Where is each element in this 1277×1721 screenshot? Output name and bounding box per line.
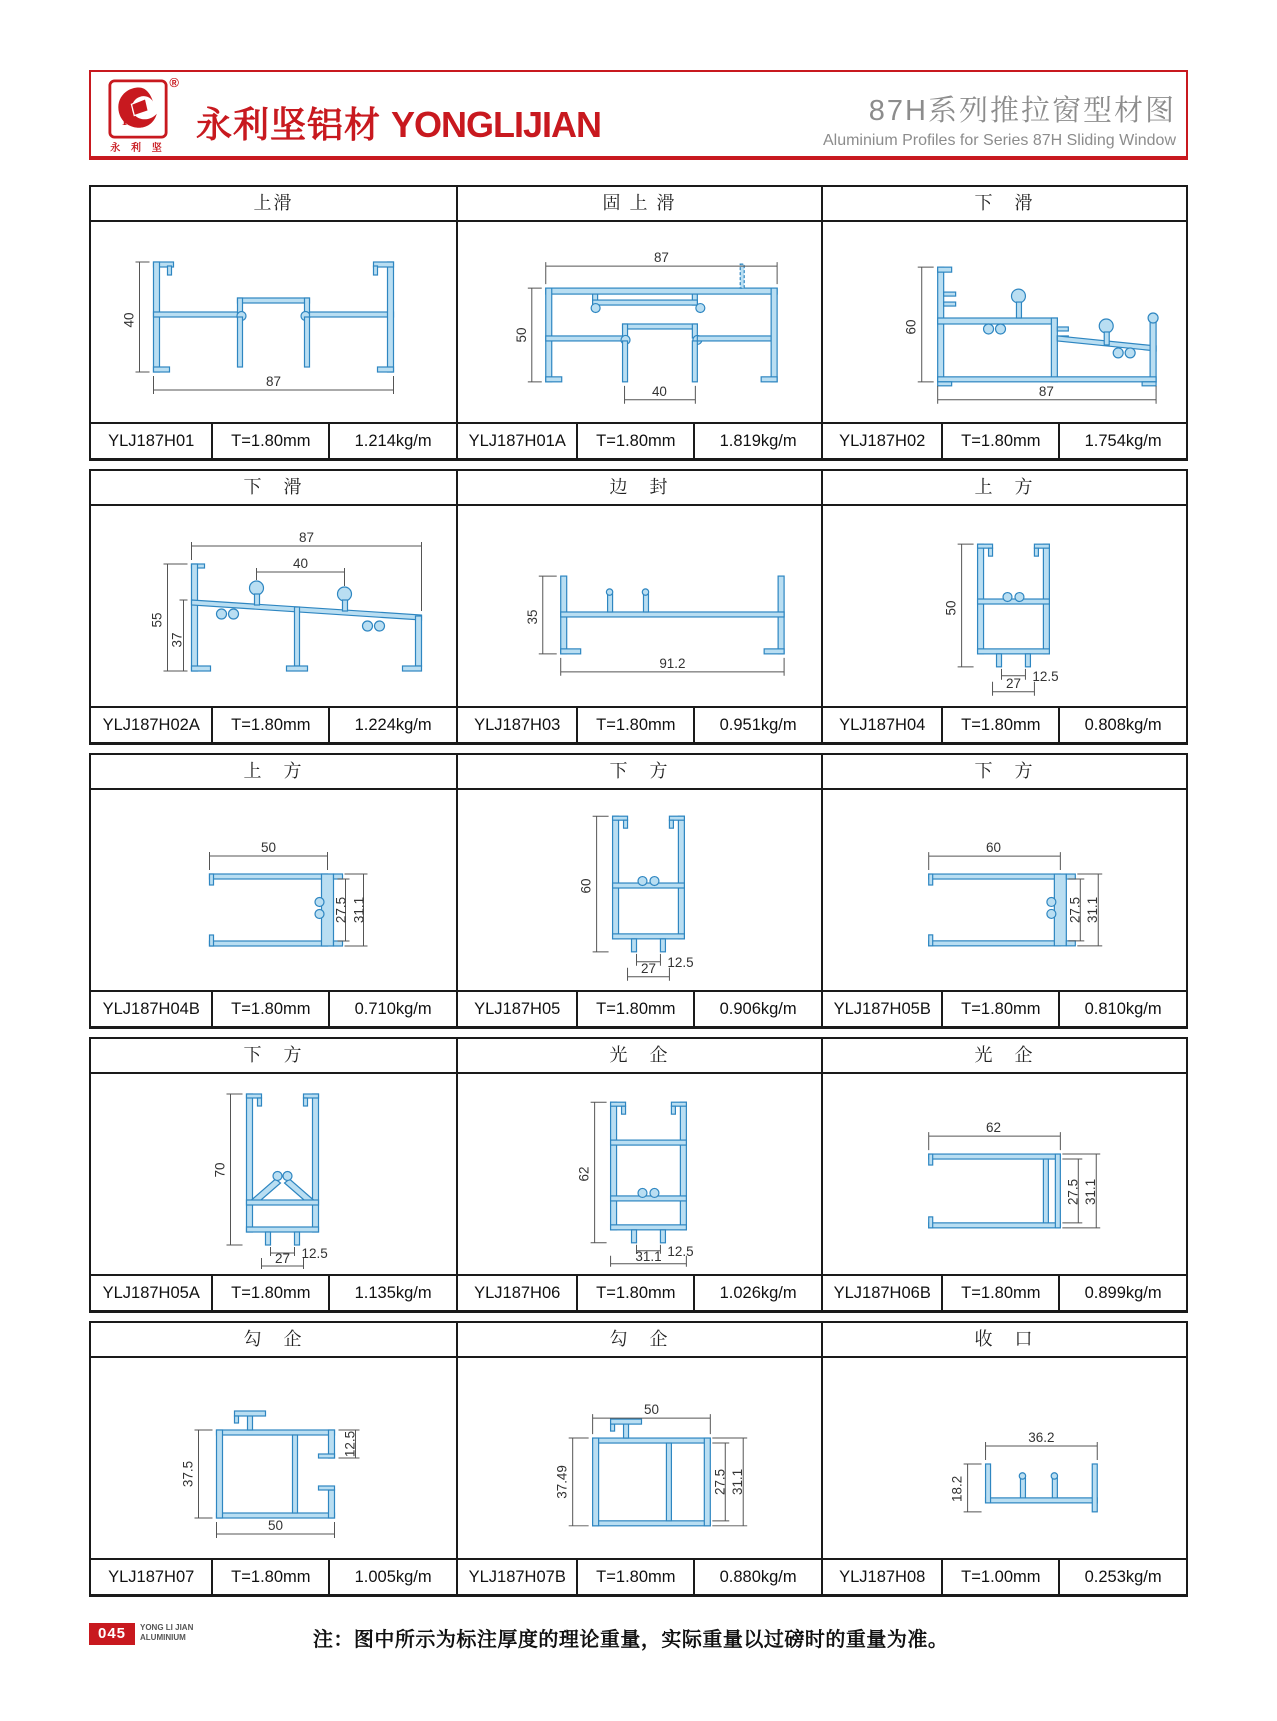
- profile-title: 下 方: [821, 755, 1186, 788]
- dimension-lines: [555, 1402, 748, 1526]
- profile-shape: [210, 874, 343, 946]
- svg-text:50: 50: [943, 600, 959, 616]
- svg-text:37.49: 37.49: [554, 1465, 570, 1499]
- profile-title: 勾 企: [456, 1323, 821, 1356]
- profile-drawing-cell: [456, 222, 821, 422]
- thickness-cell: T=1.80mm: [211, 424, 328, 458]
- thickness-cell: T=1.80mm: [576, 1560, 693, 1594]
- model-cell: YLJ187H05: [456, 992, 576, 1026]
- dimension-lines: [944, 544, 1059, 696]
- svg-text:70: 70: [212, 1162, 228, 1178]
- model-cell: YLJ187H04B: [102, 1000, 200, 1018]
- svg-text:31.1: 31.1: [730, 1468, 746, 1496]
- profile-drawing-cell: [456, 790, 821, 990]
- profile-shape: [546, 264, 777, 382]
- profile-shape: [192, 564, 422, 671]
- weight-cell: 0.899kg/m: [1058, 1276, 1186, 1310]
- profile-drawing-YLJ187H04B: [91, 790, 456, 990]
- profile-drawing-cell: [456, 1358, 821, 1558]
- profile-shape: [978, 544, 1050, 667]
- model-cell: YLJ187H07: [108, 1568, 195, 1586]
- profile-shape: [986, 1464, 1098, 1512]
- dimension-lines: [122, 262, 394, 394]
- profile-shape: [217, 1411, 335, 1518]
- weight-cell: 1.005kg/m: [328, 1560, 456, 1594]
- thickness-cell: T=1.80mm: [576, 1276, 693, 1310]
- svg-text:35: 35: [524, 609, 540, 625]
- thickness-cell: T=1.80mm: [941, 424, 1058, 458]
- weight-cell: 0.906kg/m: [693, 992, 821, 1026]
- model-cell: YLJ187H01: [108, 432, 195, 450]
- profile-shape: [611, 1102, 687, 1243]
- profile-shape: [929, 874, 1076, 946]
- svg-text:27.5: 27.5: [712, 1468, 728, 1496]
- thickness-cell: T=1.80mm: [576, 424, 693, 458]
- profile-drawing-cell: [821, 790, 1186, 990]
- dimension-lines: [150, 530, 422, 671]
- model-cell: YLJ187H04: [821, 708, 941, 742]
- svg-text:Y.: Y.: [120, 113, 131, 128]
- svg-text:31.1: 31.1: [1083, 1178, 1099, 1206]
- dimension-lines: [210, 840, 368, 946]
- svg-text:87: 87: [298, 530, 315, 545]
- profile-shape: [247, 1094, 319, 1245]
- brand-logo: [105, 75, 179, 154]
- profile-drawing-cell: [91, 1358, 456, 1558]
- profile-drawing-YLJ187H03: [458, 506, 821, 706]
- thickness-cell: T=1.00mm: [941, 1560, 1058, 1594]
- thickness-cell: T=1.80mm: [941, 992, 1058, 1026]
- brand-name: [196, 97, 601, 156]
- dimension-lines: [929, 840, 1103, 946]
- profile-table: [89, 185, 1188, 1597]
- profile-row-1: [89, 185, 1188, 461]
- profile-drawing-YLJ187H06: [458, 1074, 821, 1274]
- profile-shape: [593, 1419, 711, 1526]
- profile-drawing-cell: [91, 790, 456, 990]
- model-cell: YLJ187H06: [456, 1276, 576, 1310]
- profile-drawing-cell: [91, 222, 456, 422]
- svg-text:87: 87: [265, 374, 282, 389]
- model-cell: YLJ187H02: [821, 424, 941, 458]
- svg-text:62: 62: [986, 1120, 1002, 1136]
- profile-title: 勾 企: [243, 1329, 304, 1349]
- weight-cell: 1.224kg/m: [328, 708, 456, 742]
- profile-drawing-cell: [821, 222, 1186, 422]
- svg-text:27.5: 27.5: [1065, 1178, 1081, 1206]
- svg-text:40: 40: [292, 556, 309, 571]
- profile-drawing-YLJ187H05: [458, 790, 821, 990]
- profile-shape: [929, 1154, 1061, 1228]
- profile-drawing-YLJ187H07: [91, 1358, 456, 1558]
- svg-text:12.5: 12.5: [1032, 668, 1059, 684]
- profile-title: 下 方: [243, 1045, 304, 1065]
- profile-shape: [561, 576, 784, 654]
- svg-text:87: 87: [653, 250, 669, 266]
- footer-brand: [140, 1623, 193, 1642]
- weight-cell: 1.819kg/m: [693, 424, 821, 458]
- profile-row-2: [89, 469, 1188, 745]
- weight-cell: 1.214kg/m: [328, 424, 456, 458]
- thickness-cell: T=1.80mm: [941, 708, 1058, 742]
- profile-drawing-cell: [821, 506, 1186, 706]
- profile-row-3: [89, 753, 1188, 1029]
- svg-text:12.5: 12.5: [667, 954, 694, 970]
- weight-cell: 0.810kg/m: [1058, 992, 1186, 1026]
- dimension-lines: [929, 1120, 1101, 1228]
- model-cell: YLJ187H08: [821, 1560, 941, 1594]
- page-number-badge: 045: [89, 1623, 135, 1645]
- thickness-cell: T=1.80mm: [576, 708, 693, 742]
- footer-brand-line2: ALUMINIUM: [140, 1632, 186, 1642]
- svg-text:27: 27: [640, 960, 656, 976]
- profile-drawing-cell: [456, 1074, 821, 1274]
- profile-title: 边 封: [456, 471, 821, 504]
- svg-text:62: 62: [576, 1166, 592, 1182]
- dimension-lines: [579, 816, 694, 981]
- svg-text:60: 60: [903, 319, 919, 335]
- profile-drawing-YLJ187H05A: [91, 1074, 456, 1274]
- svg-text:50: 50: [643, 1402, 659, 1418]
- svg-text:91.2: 91.2: [659, 655, 686, 671]
- weight-cell: 1.135kg/m: [328, 1276, 456, 1310]
- profile-row-4: [89, 1037, 1188, 1313]
- brand-name-cn: 永利坚铝材: [196, 104, 382, 145]
- svg-text:37.5: 37.5: [180, 1460, 196, 1488]
- model-cell: YLJ187H05B: [821, 992, 941, 1026]
- thickness-cell: T=1.80mm: [576, 992, 693, 1026]
- svg-text:12.5: 12.5: [667, 1243, 694, 1259]
- footer-brand-line1: YONG LI JIAN: [140, 1623, 194, 1632]
- weight-cell: 0.710kg/m: [328, 992, 456, 1026]
- profile-drawing-YLJ187H01: [91, 222, 456, 422]
- model-cell: YLJ187H01A: [456, 424, 576, 458]
- svg-text:50: 50: [513, 327, 529, 343]
- profile-drawing-cell: [91, 1074, 456, 1274]
- svg-text:18.2: 18.2: [949, 1475, 965, 1503]
- profile-title: 光 企: [821, 1039, 1186, 1072]
- profile-drawing-cell: [456, 506, 821, 706]
- thickness-cell: T=1.80mm: [211, 1276, 328, 1310]
- profile-shape: [154, 262, 394, 372]
- svg-text:60: 60: [986, 840, 1002, 856]
- profile-drawing-YLJ187H05B: [823, 790, 1186, 990]
- profile-drawing-YLJ187H01A: [458, 222, 821, 422]
- series-title-cn: 87H系列推拉窗型材图: [868, 95, 1176, 127]
- thickness-cell: T=1.80mm: [211, 1560, 328, 1594]
- profile-title: 上 方: [821, 471, 1186, 504]
- svg-text:12.5: 12.5: [342, 1430, 358, 1458]
- header: [89, 70, 1188, 160]
- svg-text:27.5: 27.5: [333, 896, 349, 924]
- thickness-cell: T=1.80mm: [211, 992, 328, 1026]
- profile-title: 上 方: [243, 761, 304, 781]
- registered-mark-icon: ®: [169, 75, 179, 90]
- svg-text:12.5: 12.5: [301, 1246, 328, 1261]
- profile-drawing-YLJ187H08: [823, 1358, 1186, 1558]
- brand-name-en: YONGLIJIAN: [391, 104, 602, 145]
- svg-text:50: 50: [267, 1518, 284, 1533]
- profile-drawing-cell: [91, 506, 456, 706]
- profile-title: 光 企: [456, 1039, 821, 1072]
- weight-cell: 0.951kg/m: [693, 708, 821, 742]
- footer-note: 注：图中所示为标注厚度的理论重量，实际重量以过磅时的重量为准。: [312, 1629, 949, 1651]
- profile-drawing-YLJ187H04: [823, 506, 1186, 706]
- profile-title: 上滑: [253, 193, 294, 213]
- svg-text:31.1: 31.1: [1085, 896, 1101, 924]
- thickness-cell: T=1.80mm: [211, 708, 328, 742]
- model-cell: YLJ187H06B: [821, 1276, 941, 1310]
- svg-text:36.2: 36.2: [1028, 1430, 1055, 1446]
- profile-drawing-YLJ187H06B: [823, 1074, 1186, 1274]
- profile-drawing-cell: [821, 1358, 1186, 1558]
- profile-title: 下 方: [456, 755, 821, 788]
- profile-drawing-YLJ187H02A: [91, 506, 456, 706]
- model-cell: YLJ187H07B: [456, 1560, 576, 1594]
- logo-characters: 永 利 坚: [110, 143, 166, 154]
- svg-text:50: 50: [260, 840, 277, 855]
- profile-shape: [938, 267, 1158, 386]
- profile-title: 下 滑: [821, 187, 1186, 220]
- svg-text:40: 40: [121, 312, 137, 328]
- profile-row-5: [89, 1321, 1188, 1597]
- svg-text:40: 40: [651, 383, 667, 399]
- profile-title: 下 滑: [243, 477, 304, 497]
- svg-text:60: 60: [578, 878, 594, 894]
- profile-title: 固 上 滑: [456, 187, 821, 220]
- profile-title: 收 口: [821, 1323, 1186, 1356]
- weight-cell: 0.253kg/m: [1058, 1560, 1186, 1594]
- weight-cell: 1.026kg/m: [693, 1276, 821, 1310]
- profile-drawing-cell: [821, 1074, 1186, 1274]
- model-cell: YLJ187H05A: [102, 1284, 200, 1302]
- svg-text:27.5: 27.5: [1067, 896, 1083, 924]
- svg-text:27: 27: [1005, 675, 1021, 691]
- weight-cell: 1.754kg/m: [1058, 424, 1186, 458]
- svg-text:87: 87: [1038, 383, 1054, 399]
- logo-swirl-icon: [108, 79, 168, 139]
- thickness-cell: T=1.80mm: [941, 1276, 1058, 1310]
- profile-shape: [613, 816, 685, 952]
- svg-text:27: 27: [274, 1251, 291, 1266]
- svg-text:37: 37: [169, 632, 185, 648]
- svg-text:31.1: 31.1: [635, 1248, 662, 1264]
- model-cell: YLJ187H03: [456, 708, 576, 742]
- profile-drawing-YLJ187H07B: [458, 1358, 821, 1558]
- weight-cell: 0.880kg/m: [693, 1560, 821, 1594]
- profile-drawing-YLJ187H02: [823, 222, 1186, 422]
- footer: [89, 1623, 1188, 1652]
- series-title: [823, 88, 1186, 156]
- svg-text:31.1: 31.1: [351, 896, 367, 924]
- series-title-en: Aluminium Profiles for Series 87H Sliding Window: [822, 132, 1176, 149]
- weight-cell: 0.808kg/m: [1058, 708, 1186, 742]
- svg-text:55: 55: [149, 612, 165, 628]
- model-cell: YLJ187H02A: [102, 716, 200, 734]
